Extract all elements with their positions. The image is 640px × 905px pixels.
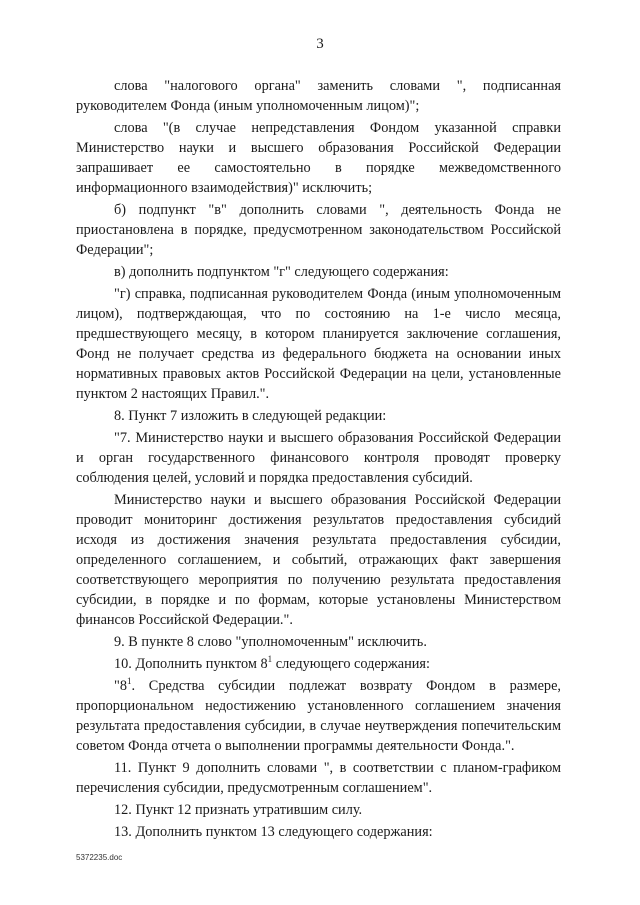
paragraph: слова "налогового органа" заменить словами ", подписанная руководителем Фонда (иным уполномоченным лицом)"; <box>76 78 561 114</box>
paragraph: "7. Министерство науки и высшего образования Российской Федерации и орган государственного финансового контроля проводят проверку соблюдения целей, условий и порядка предоставления субсидий. <box>76 430 561 486</box>
text-run: следующего содержания: <box>272 656 430 672</box>
paragraph <box>76 654 561 674</box>
paragraph: б) подпункт "в" дополнить словами ", деятельность Фонда не приостановлена в порядке, предусмотренном законодательством Российской Федерации"; <box>76 202 561 258</box>
paragraph: в) дополнить подпунктом "г" следующего содержания: <box>114 264 449 280</box>
paragraph: слова "(в случае непредставления Фондом указанной справки Министерство науки и высшего образования Российской Федерации запрашивает ее самостоятельно в порядке межведомственного информационного взаимодействия)" исключить; <box>76 120 561 196</box>
footer-code: 5372235.doc <box>76 853 123 862</box>
paragraph <box>76 676 561 756</box>
document-body <box>76 76 561 842</box>
paragraph: Министерство науки и высшего образования Российской Федерации проводит мониторинг достижения результатов предоставления субсидий исходя из достижения значения результата предоставления субсидии, определенного соглашением, и событий, отражающих факт завершения соответствующего мероприятия по получению результата предоставления субсидии, в порядке и по формам, которые установлены Министерством финансов Российской Федерации.". <box>76 492 561 628</box>
text-run: 10. Дополнить пунктом 8 <box>114 656 268 672</box>
paragraph: "г) справка, подписанная руководителем Фонда (иным уполномоченным лицом), подтверждающая, что по состоянию на 1-е число месяца, предшествующего месяцу, в котором планируется заключение соглашения, Фонд не получает средства из федерального бюджета на основании иных нормативных правовых актов Российской Федерации на цели, установленные пунктом 2 настоящих Правил.". <box>76 286 561 402</box>
superscript: 1 <box>127 676 132 687</box>
paragraph: 12. Пункт 12 признать утратившим силу. <box>114 802 363 818</box>
paragraph: 9. В пункте 8 слово "уполномоченным" исключить. <box>114 634 427 650</box>
text-run: "8 <box>114 678 127 694</box>
text-run: . Средства субсидии подлежат возврату Фондом в размере, пропорциональном недостижению установленного соглашением значения результата предоставления субсидии, в случае неутверждения попечительским советом Фонда отчета о выполнении программы деятельности Фонда.". <box>76 678 561 754</box>
superscript: 1 <box>267 654 273 665</box>
page-number: 3 <box>316 36 324 52</box>
paragraph: 8. Пункт 7 изложить в следующей редакции: <box>114 408 387 424</box>
paragraph: 13. Дополнить пунктом 13 следующего содержания: <box>114 824 433 840</box>
paragraph: 11. Пункт 9 дополнить словами ", в соответствии с планом-графиком перечисления субсидии, предусмотренным соглашением". <box>76 760 561 796</box>
